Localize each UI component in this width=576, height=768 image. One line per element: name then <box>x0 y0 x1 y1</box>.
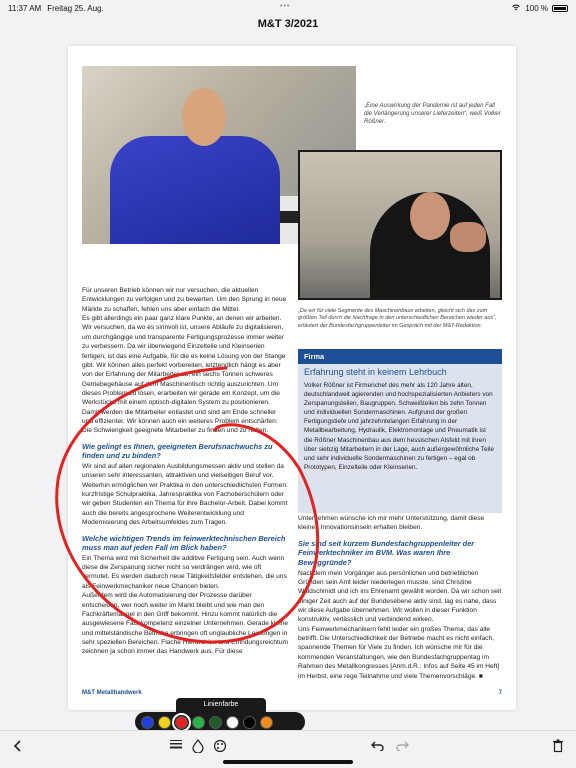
status-bar <box>0 0 576 16</box>
interview-question: Wie gelingt es Ihnen, geeigneten Berufsnachwuchs zu finden und zu binden? <box>82 441 273 461</box>
paragraph: Es gibt allerdings ein paar ganz klare Punkte, an denen wir arbeiten. Wir versuchen, da wo es sinnvoll ist, unsere Abläufe zu digitalisieren, um durchgängige und transparente Fertigungsprozesse immer weiter zu verbessern. Da wir überwiegend Einzelteile und Kleinserien fertigen, ist das eine Aufgabe, für die es keine Lösung von der Stange gibt. Wir können alles perfekt vorbereiten, letztendlich hängt es aber von der Erfahrung der Mitarbeiter ab, ein sechs Tonnen schweres Getriebegehäuse auf dem Maschinentisch richtig auszurichten. Um dieses Problem zu lösen, erarbeiten wir gerade ein Konzept, um die Werkstücke mit einem optisch-digitalen System zu positionieren. Damit werden die Mitarbeiter entlastet und sind am Ende schneller und effizienter. Wir können auch ein weiteres Problem entschärfen: Die Schwierigkeit geeignete Mitarbeiter zu finden und zu halten. <box>82 315 286 435</box>
article-column-left <box>82 286 288 657</box>
page-number: 7 <box>498 690 502 696</box>
battery-icon <box>552 5 568 12</box>
photo-caption-1: „Eine Auswirkung der Pandemie ist auf jeden Fall die Verlängerung unserer Lieferzeiten“, weiß Volker Rößner. <box>364 103 501 126</box>
home-indicator[interactable] <box>223 760 353 764</box>
status-date: Freitag 25. Aug. <box>47 3 104 13</box>
paragraph: Für unseren Betrieb können wir nur versuchen, die aktuellen Entwicklungen zu verfolgen und zu bewerten. Um den Sprung in neue Märkte zu schaffen, fehlen uns aber einfach die Mittel. <box>82 287 287 313</box>
undo-icon[interactable] <box>370 739 386 755</box>
info-box-heading: Erfahrung steht in keinem Lehrbuch <box>304 367 447 377</box>
opacity-icon[interactable] <box>190 739 206 755</box>
color-swatch[interactable] <box>141 716 154 729</box>
color-palette <box>135 712 305 732</box>
photo-caption-2: „Da wir für viele Segmente des Maschinenbaus arbeiten, gleicht sich das zum größten Teil durch die Nachfrage in den unterschiedlichen Bereichen wieder aus“, erläutert der Bundesfachgruppenleiter im Gespräch mit der M&T-Redaktion. <box>298 308 497 329</box>
wifi-icon <box>511 3 521 13</box>
status-time: 11:37 AM <box>8 3 42 13</box>
photo-video-call <box>298 150 502 300</box>
color-palette-icon[interactable] <box>212 739 228 755</box>
back-icon[interactable] <box>10 739 26 755</box>
color-swatch[interactable] <box>192 716 205 729</box>
page-footer <box>82 690 502 696</box>
color-swatch[interactable] <box>209 716 222 729</box>
info-box-text: Volker Rößner ist Firmenchef des mehr als 120 Jahre alten, deutschlandweit agierenden und hochspezialisierten Anbieters von Zerspanungsteilen, Baugruppen, Schweißteilen bis zehn Tonnen und individuellen Sondermaschinen. Aufgrund der großen Fertigungstiefe und jahrzehntelangen Erfahrung in der Metallbearbeitung, Hydraulik, Elektromontage und Pneumatik ist die Rößner Maschinenbau aus dem hessischen Alsfeld mit ihren über siebzig Mitarbeitern in der Lage, auch außergewöhnliche Teile und sehr individuelle Sondermaschinen zu fertigen – egal ob Prototypen, Einzelteile oder Kleinserien. <box>304 382 494 471</box>
interview-question: Sie sind seit kurzem Bundesfachgruppenleiter der Feinwerktechniker im BVM. Was waren Ihre Beweggründe? <box>298 538 475 567</box>
info-box-tag: Firma <box>298 349 502 364</box>
paragraph: Wir sind auf allen regionalen Ausbildungsmessen aktiv und stellen da unseren sehr interessanten, attraktiven und vielseitigen Beruf vor. Weiterhin ermöglichen wir Praktika in den unterschiedlichsten Formen: kurzfristige Schulpraktika, Jahrespraktika von Fachoberschülern oder wir geben Studenten ein Thema für ihre Bachelor-Arbeit. Dabei kommt auch die bereits angesprochene Weiterentwicklung und Modernisierung des Arbeitsumfeldes zum Tragen. <box>82 463 288 527</box>
palette-title: Linienfarbe <box>176 698 266 712</box>
paragraph: Nachdem mein Vorgänger aus persönlichen und betrieblichen Gründen sein Amt leider niederlegen musste, sind Christine Waldschmidt und ich ins Ehrenamt gewählt worden. Da wir schon seit einiger Zeit auch auf der Bundesebene aktiv sind, lag es nahe, dass wir diese Aufgabe übernehmen. Wir wollen in dieser Funktion konstruktiv, verlässlich und verbindend wirken. <box>298 569 502 624</box>
color-swatch[interactable] <box>260 716 273 729</box>
battery-percent: 100 % <box>525 3 548 13</box>
paragraph: Unternehmen wünsche ich mir mehr Unterstützung, damit diese kleinen Innovationsinseln erhalten bleiben. <box>298 515 485 532</box>
trash-icon[interactable] <box>550 739 566 755</box>
redo-icon[interactable] <box>394 739 410 755</box>
line-width-icon[interactable] <box>168 739 184 755</box>
paragraph: Uns Feinwerkmechanikern fehlt leider ein großes Thema, das alle betrifft. Die Unterschiedlichkeit der Betriebe macht es nicht einfach, spannende Themen für Viele zu finden. Ich wünsche mir für die kommenden Veranstaltungen, wie den Bundesfachgruppentag im Rahmen des Metallkongresses [Anm.d.R.: Infos auf Seite 45 im Heft] im Herbst, eine rege Teilnahme und viele Themenvorschläge. ■ <box>298 625 500 680</box>
color-swatch[interactable] <box>243 716 256 729</box>
paragraph: Außerdem wird die Automatisierung der Prozesse darüber entscheiden, wer noch weiter im Markt bleibt und wie man den Fachkräftemangel in den Griff bekommt. Hinzu kommt natürlich die ausgewiesene Fachkompetenz einzelner Unternehmen. Gerade kleine und mittelständische Betriebe erbringen oft unglaubliche Leistungen in sehr speziellen Bereichen. Flache Hierarchien und Erfindungsreichtum zeichnen ja schon immer das Handwerk aus. Für diese <box>82 592 288 656</box>
document-title: M&T 3/2021 <box>257 18 319 30</box>
footer-publication: M&T Metallhandwerk <box>82 690 142 696</box>
color-swatch[interactable] <box>226 716 239 729</box>
color-swatch[interactable] <box>158 716 171 729</box>
multitask-dots[interactable]: ••• <box>280 3 291 10</box>
paragraph: Ein Thema wird mit Sicherheit die additive Fertigung sein. Auch wenn diese die Zerspanung sicher nicht so verdrängen wird, wie oft vermutet. Es werden dadurch neue Tätigkeitsfelder entstehen, die uns als Feinwerkmechaniker neue Chancen bieten. <box>82 554 287 590</box>
interview-question: Welche wichtigen Trends im feinwerktechnischen Bereich muss man auf jeden Fall im Blick haben? <box>82 533 286 553</box>
article-column-right <box>298 514 504 681</box>
company-info-box <box>298 349 502 513</box>
color-swatch[interactable] <box>175 716 188 729</box>
magazine-page[interactable] <box>68 46 516 710</box>
